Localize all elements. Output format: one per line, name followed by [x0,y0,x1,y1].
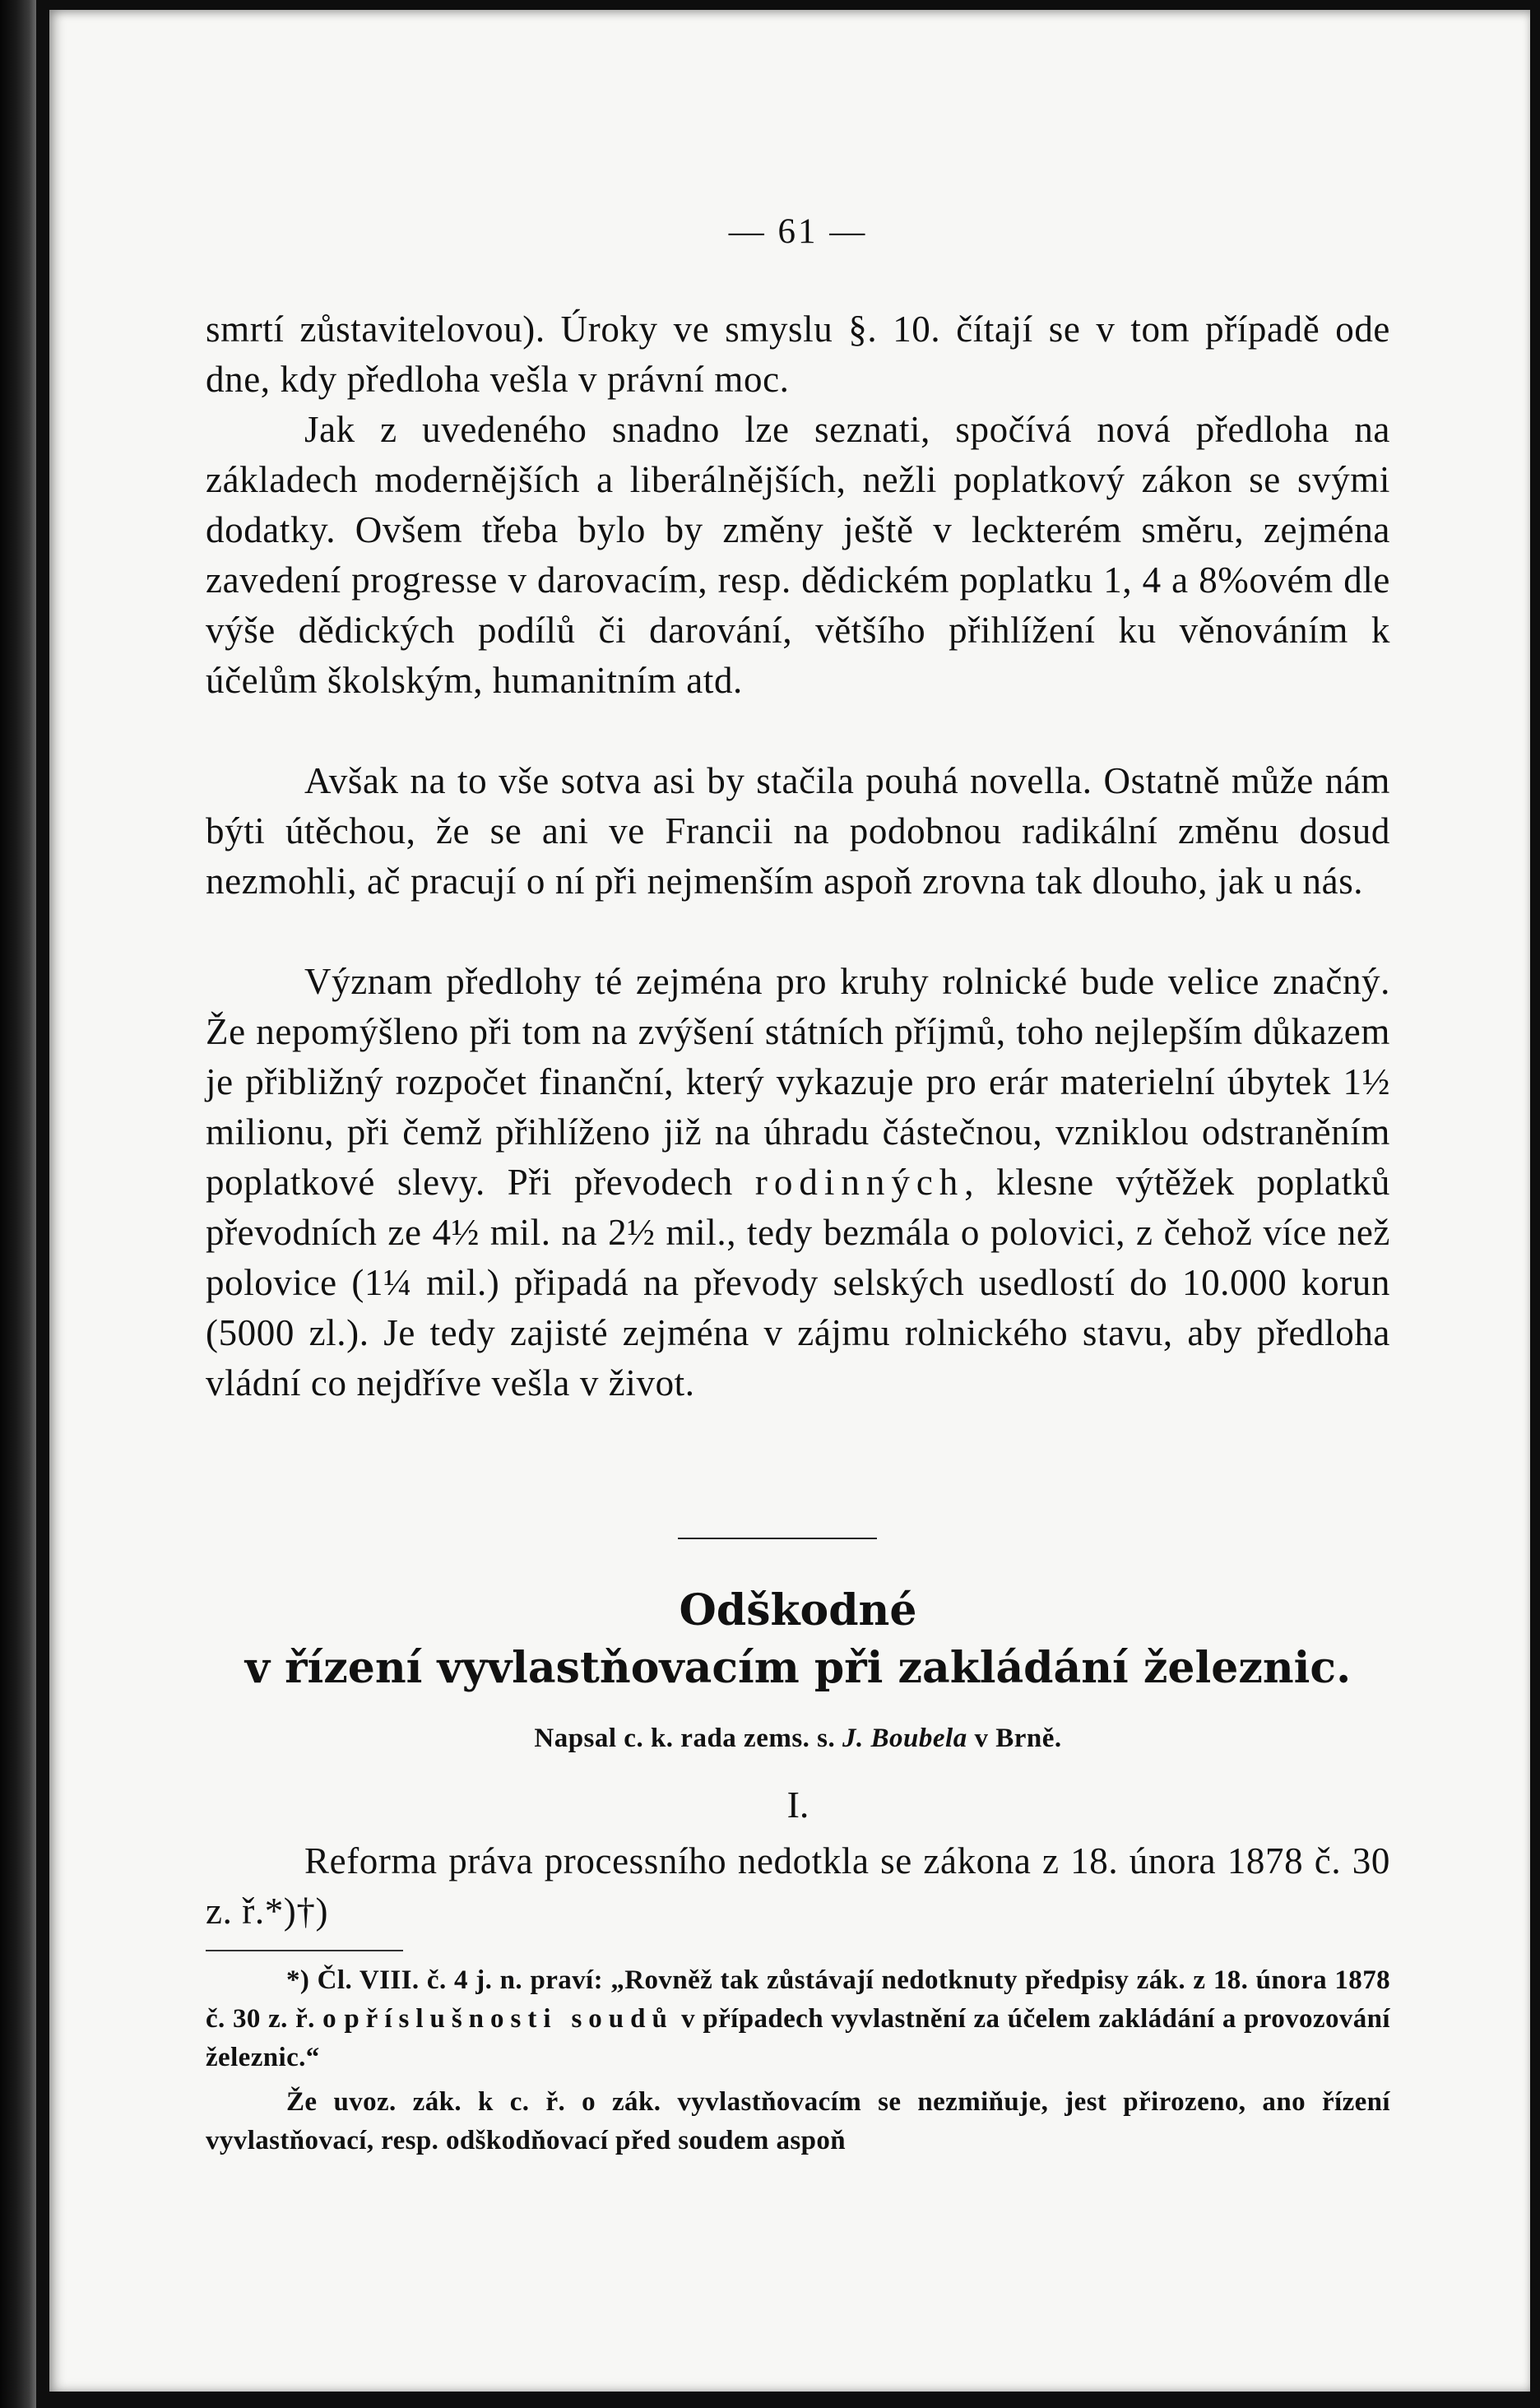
paragraph-2: Jak z uvedeného snadno lze seznati, spočívá nová předloha na základech modernějších a liberálnějších, nežli poplatkový zákon se svými dodatky. Ovšem třeba bylo by změny ještě v leckterém směru, zejména zavedení progresse v darovacím, resp. dědickém poplatku 1, 4 a 8%ovém dle výše dědických podílů či darování, většího přihlížení ku věnováním k účelům školským, humanitním atd. [206,409,1390,701]
article-paragraph-1: Reforma práva processního nedotkla se zákona z 18. února 1878 č. 30 z. ř.*)†) [206,1840,1390,1932]
paragraph-4-part-a: Význam předlohy té zejména pro kruhy rolnické bude velice značný. Že nepomýšleno při tom na zvýšení státních příjmů, toho nejlepším důkazem je přibližný rozpočet finanční, který vykazuje pro erár materielní úbytek 1½ milionu, při čemž přihlíženo již na úhradu částečnou, vzniklou odstraněním poplatkové slevy. Při převodech [206,961,1390,1203]
paragraph-4-part-b: , klesne výtěžek poplatků převodních ze 4½ mil. na 2½ mil., tedy bezmála o polovici, z čehož více než polovice (1¼ mil.) připadá na převody selských usedlostí do 10.000 korun (5000 zl.). Je tedy zajisté zejména v zájmu rolnického stavu, aby předloha vládní co nejdříve vešla v život. [206,1162,1390,1404]
article-subtitle: v řízení vyvlastňovacím při zakládání železnic. [244,1643,1352,1693]
footnote-1 [206,1961,1390,2077]
section-number: I. [786,1784,809,1826]
paragraph-4 [206,957,1390,1408]
footnote-2: Že uvoz. zák. k c. ř. o zák. vyvlastňovacím se nezmiňuje, jest přirozeno, ano řízení vyvlastňovací, resp. odškodňovací před soudem aspoň [206,2087,1390,2155]
page-number: — 61 — [728,212,868,251]
footnote-emphasis: příslušnosti soudů [344,2004,674,2034]
paragraph-3: Avšak na to vše sotva asi by stačila pouhá novella. Ostatně může nám býti útěchou, že se ani ve Francii na podobnou radikální změnu dosud nezmohli, ač pracují o ní při nejmenším aspoň zrovna tak dlouho, jak u nás. [206,760,1390,902]
emphasis-rodinnych: rodinných [754,1162,965,1203]
footnote-1-part-b: v případech vyvlastnění za účelem zakládání a provozování železnic.“ [206,2004,1391,2072]
article-byline [206,1724,1390,1754]
footnote-rule [206,1950,403,1951]
byline-author: J. Boubela [842,1724,967,1753]
byline-suffix: v Brně. [974,1724,1062,1753]
paragraph-1: smrtí zůstavitelovou). Úroky ve smyslu §. 10. čítají se v tom případě ode dne, kdy předloha vešla v právní moc. [206,309,1390,400]
footnote-1-part-a: *) Čl. VIII. č. 4 j. n. praví: „Rovněž tak zůstávají nedotknuty předpisy zák. z 18. února 1878 č. 30 z. ř. o [206,1965,1390,2034]
article-title: Odškodné [679,1585,917,1635]
book-page [49,10,1530,2392]
scan-edge [0,0,36,2408]
byline-prefix: Napsal c. k. rada zems. s. [534,1724,836,1753]
section-divider [678,1538,877,1539]
